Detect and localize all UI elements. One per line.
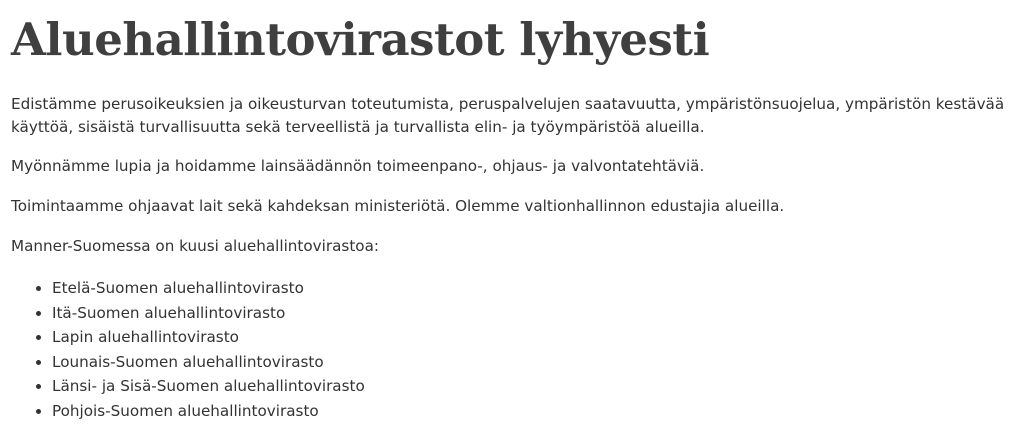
- agencies-intro-paragraph: Manner-Suomessa on kuusi aluehallintovirastoa:: [11, 237, 379, 255]
- ministries-paragraph: Toimintaamme ohjaavat lait sekä kahdeksan ministeriötä. Olemme valtionhallinnon edustajia alueilla.: [11, 197, 785, 215]
- list-item: • Länsi- ja Sisä-Suomen aluehallintovirasto: [52, 374, 1015, 399]
- permits-paragraph: Myönnämme lupia ja hoidamme lainsäädännön toimeenpano-, ohjaus- ja valvontatehtäviä.: [11, 157, 705, 175]
- list-item: • Lounais-Suomen aluehallintovirasto: [52, 350, 1015, 375]
- list-item: • Pohjois-Suomen aluehallintovirasto: [52, 399, 1015, 424]
- list-item: • Itä-Suomen aluehallintovirasto: [52, 301, 1015, 326]
- list-item: • Lapin aluehallintovirasto: [52, 325, 1015, 350]
- page-title: Aluehallintovirastot lyhyesti: [11, 13, 710, 66]
- agency-list: [11, 276, 1015, 423]
- list-item: • Etelä-Suomen aluehallintovirasto: [52, 276, 1015, 301]
- intro-paragraph: Edistämme perusoikeuksien ja oikeusturvan toteutumista, peruspalvelujen saatavuutta, ympäristönsuojelua, ympäristön kestävää käyttöä, sisäistä turvallisuutta sekä terveellistä ja turvallista elin- ja työympäristöä alueilla.: [11, 95, 1005, 136]
